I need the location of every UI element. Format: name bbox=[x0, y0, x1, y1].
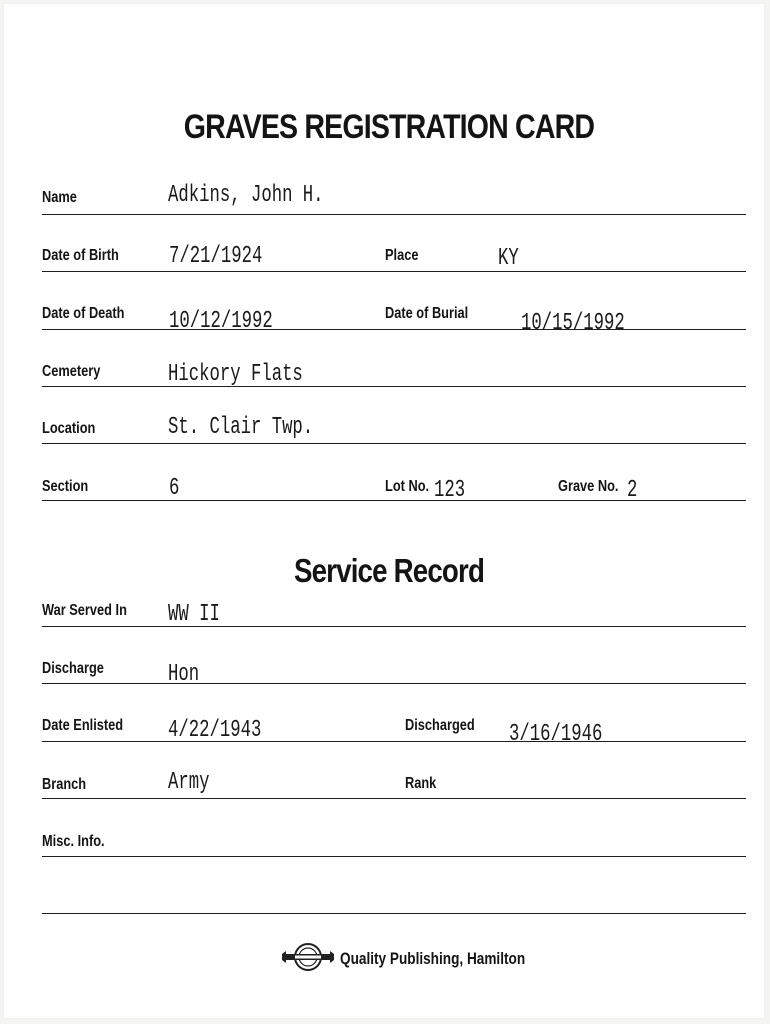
name-line bbox=[42, 214, 746, 215]
branch-label: Branch bbox=[42, 776, 87, 793]
rank-label: Rank bbox=[405, 775, 437, 792]
war-served-in-label: War Served In bbox=[42, 602, 127, 619]
lot-no-label: Lot No. bbox=[385, 478, 430, 495]
location-line bbox=[42, 443, 746, 444]
date-of-birth-label: Date of Birth bbox=[42, 247, 119, 264]
grave-no-label: Grave No. bbox=[558, 478, 619, 495]
place-value: KY bbox=[498, 245, 519, 272]
discharged-value: 3/16/1946 bbox=[509, 721, 603, 748]
misc-info-label: Misc. Info. bbox=[42, 833, 105, 850]
date-of-burial-label: Date of Burial bbox=[385, 305, 469, 322]
publisher-name: Quality Publishing, Hamilton bbox=[340, 949, 526, 968]
card-title: GRAVES REGISTRATION CARD bbox=[183, 108, 595, 146]
war-line bbox=[42, 626, 746, 627]
section-label: Section bbox=[42, 478, 89, 495]
discharged-label: Discharged bbox=[405, 717, 475, 734]
name-label: Name bbox=[42, 189, 77, 206]
cemetery-line bbox=[42, 386, 746, 387]
branch-value: Army bbox=[168, 769, 210, 796]
misc-line-2 bbox=[42, 913, 746, 914]
location-label: Location bbox=[42, 420, 96, 437]
misc-line bbox=[42, 856, 746, 857]
date-of-death-label: Date of Death bbox=[42, 305, 125, 322]
lot-no-value: 123 bbox=[434, 477, 466, 504]
date-enlisted-value: 4/22/1943 bbox=[168, 717, 262, 744]
registration-card bbox=[4, 4, 764, 1018]
war-served-in-value: WW II bbox=[168, 601, 220, 628]
location-value: St. Clair Twp. bbox=[168, 414, 314, 441]
discharge-line bbox=[42, 683, 746, 684]
date-of-birth-value: 7/21/1924 bbox=[169, 243, 263, 270]
section-line bbox=[42, 500, 746, 501]
discharge-value: Hon bbox=[168, 661, 200, 688]
date-enlisted-label: Date Enlisted bbox=[42, 717, 124, 734]
enlisted-line bbox=[42, 741, 746, 742]
grave-no-value: 2 bbox=[627, 477, 638, 504]
branch-line bbox=[42, 798, 746, 799]
death-line bbox=[42, 329, 746, 330]
cemetery-label: Cemetery bbox=[42, 363, 101, 380]
birth-line bbox=[42, 271, 746, 272]
discharge-label: Discharge bbox=[42, 660, 104, 677]
date-of-burial-value: 10/15/1992 bbox=[521, 310, 625, 337]
place-label: Place bbox=[385, 247, 419, 264]
cemetery-value: Hickory Flats bbox=[168, 361, 303, 388]
publisher-footer bbox=[280, 944, 571, 974]
name-value: Adkins, John H. bbox=[168, 182, 324, 209]
service-record-title: Service Record bbox=[293, 552, 485, 589]
date-of-death-value: 10/12/1992 bbox=[169, 308, 273, 335]
publisher-seal-icon bbox=[280, 942, 336, 977]
section-value: 6 bbox=[169, 475, 180, 502]
